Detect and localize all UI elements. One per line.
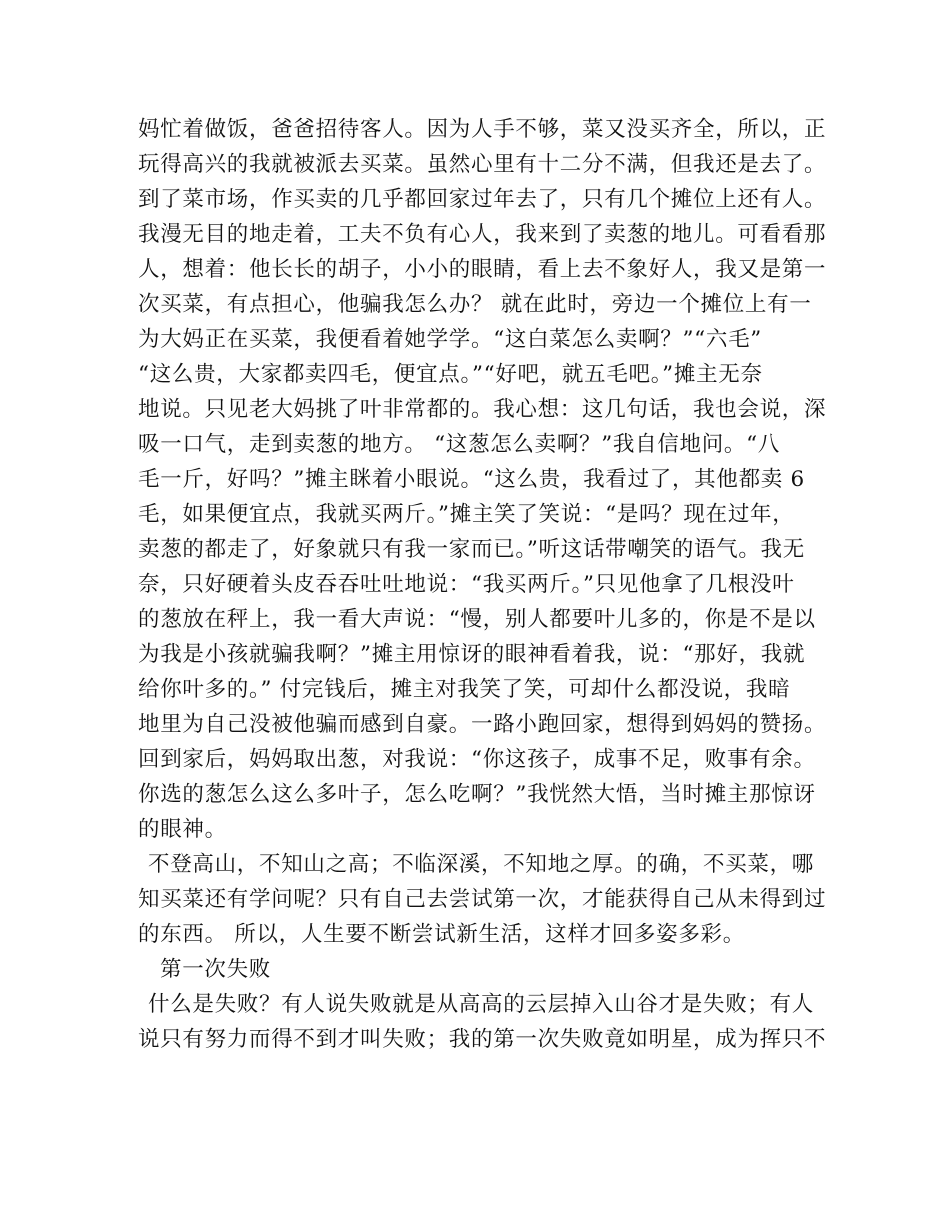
text-line: 次买菜，有点担心，他骗我怎么办？ 就在此时，旁边一个摊位上有一	[138, 292, 812, 317]
text-line: 的葱放在秤上，我一看大声说：“慢，别人都要叶儿多的，你是不是以	[138, 607, 816, 632]
text-line: 的东西。 所以，人生要不断尝试新生活，这样才回多姿多彩。	[138, 922, 745, 947]
text-line: 到了菜市场，作买卖的几乎都回家过年去了，只有几个摊位上还有人。	[138, 187, 827, 212]
paragraph-start-line: 什么是失败？有人说失败就是从高高的云层掉入山谷才是失败；有人	[148, 992, 815, 1017]
text-line: 吸一口气，走到卖葱的地方。 “这葱怎么卖啊？”我自信地问。“八	[138, 432, 781, 457]
text-line: 为我是小孩就骗我啊？”摊主用惊讶的眼神看着我，说：“那好，我就	[138, 642, 806, 667]
text-line: 妈忙着做饭，爸爸招待客人。因为人手不够，菜又没买齐全，所以，正	[138, 117, 827, 142]
text-line: 回到家后，妈妈取出葱，对我说：“你这孩子，成事不足，败事有余。	[138, 747, 816, 772]
paragraph-start-line: 不登高山，不知山之高；不临深溪，不知地之厚。的确，不买菜，哪	[148, 852, 815, 877]
text-line: “这么贵，大家都卖四毛，便宜点。”“好吧，就五毛吧。”摊主无奈	[138, 362, 763, 387]
text-line: 毛，如果便宜点，我就买两斤。”摊主笑了笑说：“是吗？现在过年，	[138, 502, 795, 527]
text-line: 卖葱的都走了，好象就只有我一家而已。”听这话带嘲笑的语气。我无	[138, 537, 805, 562]
text-line: 为大妈正在买菜，我便看着她学学。“这白菜怎么卖啊？”“六毛”	[138, 327, 762, 352]
text-line: 人，想着：他长长的胡子，小小的眼睛，看上去不象好人，我又是第一	[138, 257, 827, 282]
text-line: 毛一斤，好吗？”摊主眯着小眼说。“这么贵，我看过了，其他都卖 6	[138, 467, 805, 492]
text-line: 地里为自己没被他骗而感到自豪。一路小跑回家，想得到妈妈的赞扬。	[138, 712, 827, 737]
text-line: 知买菜还有学问呢？只有自己去尝试第一次，才能获得自己从未得到过	[138, 887, 827, 912]
text-line: 玩得高兴的我就被派去买菜。虽然心里有十二分不满，但我还是去了。	[138, 152, 827, 177]
text-line: 给你叶多的。” 付完钱后，摊主对我笑了笑，可却什么都没说，我暗	[138, 677, 791, 702]
text-line: 你选的葱怎么这么多叶子，怎么吃啊？”我恍然大悟，当时摊主那惊讶	[138, 782, 816, 807]
document-body	[138, 112, 827, 1057]
text-line: 奈，只好硬着头皮吞吞吐吐地说：“我买两斤。”只见他拿了几根没叶	[138, 572, 795, 597]
text-line: 地说。只见老大妈挑了叶非常都的。我心想：这几句话，我也会说，深	[138, 397, 827, 422]
text-line: 我漫无目的地走着，工夫不负有心人，我来到了卖葱的地儿。可看看那	[138, 222, 827, 247]
section-heading: 第一次失败	[160, 957, 272, 982]
text-line: 的眼神。	[138, 817, 227, 842]
text-line: 说只有努力而得不到才叫失败；我的第一次失败竟如明星，成为挥只不	[138, 1027, 827, 1052]
